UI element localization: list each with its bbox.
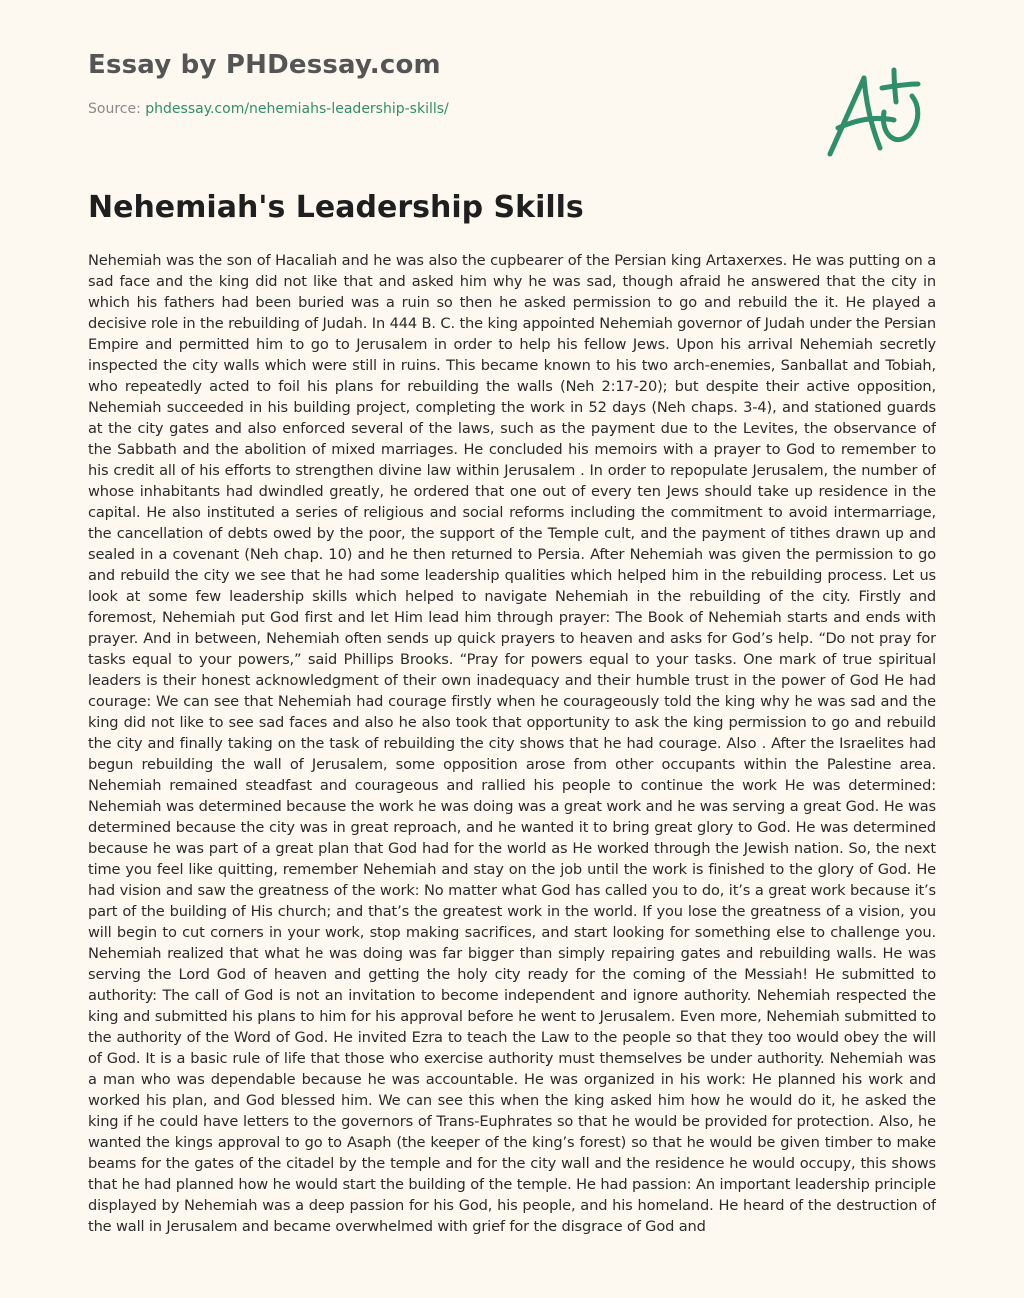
essay-title: Nehemiah's Leadership Skills: [88, 190, 584, 225]
site-title: Essay by PHDessay.com: [88, 50, 441, 80]
essay-body: Nehemiah was the son of Hacaliah and he was also the cupbearer of the Persian king Artaxerxes. He was putting on a sad face and the king did not like that and asked him why he was sad, though afraid he answered that the city in which his fathers had been buried was a ruin so then he asked permission to go and rebuild the it. He played a decisive role in the rebuilding of Judah. In 444 B. C. the king appointed Nehemiah governor of Judah under the Persian Empire and permitted him to go to Jerusalem in order to help his fellow Jews. Upon his arrival Nehemiah secretly inspected the city walls which were still in ruins. This became known to his two arch-enemies, Sanballat and Tobiah, who repeatedly acted to foil his plans for rebuilding the walls (Neh 2:17-20); but despite their active opposition, Nehemiah succeeded in his building project, completing the work in 52 days (Neh chaps. 3-4), and stationed guards at the city gates and also enforced several of the laws, such as the payment due to the Levites, the observance of the Sabbath and the abolition of mixed marriages. He concluded his memoirs with a prayer to God to remember to his credit all of his efforts to strengthen divine law within Jerusalem . In order to repopulate Jerusalem, the number of whose inhabitants had dwindled greatly, he ordered that one out of every ten Jews should take up residence in the capital. He also instituted a series of religious and social reforms including the commitment to avoid intermarriage, the cancellation of debts owed by the poor, the support of the Temple cult, and the payment of tithes drawn up and sealed in a covenant (Neh chap. 10) and he then returned to Persia. After Nehemiah was given the permission to go and rebuild the city we see that he had some leadership qualities which helped him in the rebuilding process. Let us look at some few leadership skills which helped to navigate Nehemiah in the rebuilding of the city. Firstly and foremost, Nehemiah put God first and let Him lead him through prayer: The Book of Nehemiah starts and ends with prayer. And in between, Nehemiah often sends up quick prayers to heaven and asks for God’s help. “Do not pray for tasks equal to your powers,” said Phillips Brooks. “Pray for powers equal to your tasks. One mark of true spiritual leaders is their honest acknowledgment of their own inadequacy and their humble trust in the power of God He had courage: We can see that Nehemiah had courage firstly when he courageously told the king why he was sad and the king did not like to see sad faces and also he also took that opportunity to ask the king permission to go and rebuild the city and finally taking on the task of rebuilding the city shows that he had courage. Also . After the Israelites had begun rebuilding the wall of Jerusalem, some opposition arose from other occupants within the Palestine area. Nehemiah remained steadfast and courageous and rallied his people to continue the work He was determined: Nehemiah was determined because the work he was doing was a great work and he was serving a great God. He was determined because the city was in great reproach, and he wanted it to bring great glory to God. He was determined because he was part of a great plan that God had for the world as He worked through the Jewish nation. So, the next time you feel like quitting, remember Nehemiah and stay on the job until the work is finished to the glory of God. He had vision and saw the greatness of the work: No matter what God has called you to do, it’s a great work because it’s part of the building of His church; and that’s the greatest work in the world. If you lose the greatness of a vision, you will begin to cut corners in your work, stop making sacrifices, and start looking for something else to challenge you. Nehemiah realized that what he was doing was far bigger than simply repairing gates and rebuilding walls. He was serving the Lord God of heaven and getting the holy city ready for the coming of the Messiah! He submitted to authority: The call of God is not an invitation to become independent and ignore authority. Nehemiah respected the king and submitted his plans to him for his approval before he went to Jerusalem. Even more, Nehemiah submitted to the authority of the Word of God. He invited Ezra to teach the Law to the people so that they too would obey the will of God. It is a basic rule of life that those who exercise authority must themselves be under authority. Nehemiah was a man who was dependable because he was accountable. He was organized in his work: He planned his work and worked his plan, and God blessed him. We can see this when the king asked him how he would do it, he asked the king if he could have letters to the governors of Trans-Euphrates so that he would be provided for protection. Also, he wanted the kings approval to go to Asaph (the keeper of the king’s forest) so that he would be given timber to make beams for the gates of the citadel by the temple and for the city wall and the residence he would occupy, this shows that he had planned how he would start the building of the temple. He had passion: An important leadership principle displayed by Nehemiah was a deep passion for his God, his people, and his homeland. He heard of the destruction of the wall in Jerusalem and became overwhelmed with grief for the disgrace of God and: [88, 252, 936, 1235]
source-link[interactable]: phdessay.com/nehemiahs-leadership-skills/: [145, 101, 449, 117]
a-plus-logo-icon: [820, 62, 930, 162]
source-line: [88, 101, 449, 117]
source-label: Source:: [88, 101, 146, 117]
essay-body-container: [88, 250, 936, 1252]
